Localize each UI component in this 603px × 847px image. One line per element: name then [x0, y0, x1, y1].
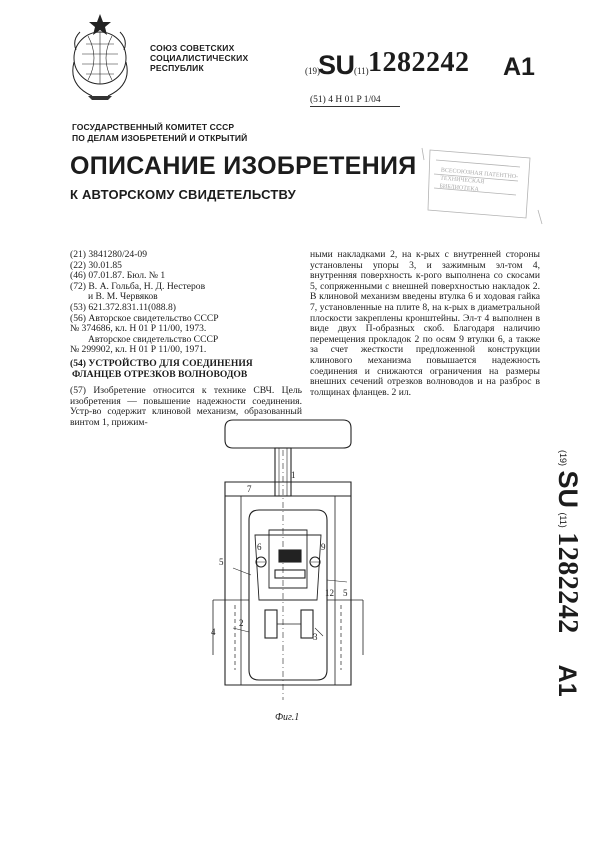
biblio-row: и В. М. Червяков [88, 291, 158, 303]
label-2: 2 [239, 618, 244, 628]
label-12: 12 [325, 588, 334, 598]
label-3: 3 [313, 632, 318, 642]
biblio-row: (56) Авторское свидетельство СССР [70, 312, 219, 324]
kind-code: A1 [503, 53, 535, 81]
figure-caption: Фиг.1 [275, 712, 300, 723]
label-1: 1 [291, 470, 296, 480]
biblio-row: № 299902, кл. Н 01 Р 11/00, 1971. [70, 344, 207, 356]
code-11: (11) [354, 66, 369, 76]
committee-line: ГОСУДАРСТВЕННЫЙ КОМИТЕТ СССР [72, 122, 235, 132]
union-line: РЕСПУБЛИК [150, 63, 204, 73]
vertical-patent-number [551, 450, 583, 697]
ussr-emblem-icon [58, 10, 142, 102]
code-19: (19) [305, 66, 320, 76]
v-code-11: (11) [558, 512, 569, 528]
title-line: (54) УСТРОЙСТВО ДЛЯ СОЕДИНЕНИЯ [70, 357, 253, 369]
label-9: 9 [321, 542, 326, 552]
biblio-row: (22) 30.01.85 [70, 259, 122, 271]
committee-line: ПО ДЕЛАМ ИЗОБРЕТЕНИЙ И ОТКРЫТИЙ [72, 133, 248, 143]
biblio-row: Авторское свидетельство СССР [88, 333, 219, 345]
patent-number: 1282242 [368, 47, 470, 78]
label-7: 7 [247, 484, 252, 494]
title-line: ФЛАНЦЕВ ОТРЕЗКОВ ВОЛНОВОДОВ [72, 368, 248, 380]
biblio-row: (46) 07.01.87. Бюл. № 1 [70, 270, 166, 282]
ipc-underline [310, 106, 400, 107]
v-country-code: SU [553, 470, 583, 508]
inner-body [249, 510, 327, 680]
knob-shape [225, 420, 351, 448]
committee [72, 122, 247, 144]
biblio-row: (21) 3841280/24-09 [70, 249, 148, 260]
label-6: 6 [257, 542, 262, 552]
v-code-19: (19) [558, 450, 569, 467]
document-title: ОПИСАНИЕ ИЗОБРЕТЕНИЯ [70, 152, 417, 180]
ipc-class: (51) 4 H 01 P 1/04 [310, 95, 381, 105]
outer-frame [225, 482, 351, 685]
label-4: 4 [211, 627, 216, 637]
library-stamp [410, 140, 550, 230]
document-subtitle: К АВТОРСКОМУ СВИДЕТЕЛЬСТВУ [70, 187, 296, 202]
label-5-right: 5 [343, 588, 348, 598]
biblio-row: № 374686, кл. Н 01 Р 11/00, 1973. [70, 323, 207, 335]
device-drawing [205, 410, 380, 710]
union-name [150, 43, 248, 73]
biblio-row: (72) В. А. Гольба, Н. Д. Нестеров [70, 280, 206, 292]
invention-title [70, 359, 302, 380]
stamp-text: ВСЕСОЮЗНАЯ ПАТЕНТНО-ТЕХНИЧЕСКАЯ БИБЛИОТЕКА [439, 167, 519, 193]
abstract-right: ными накладками 2, на к-рых с внутренней стороны установлены упоры 3, и зажимным эл-том 4, внутренняя поверхность к-рого выполнена со скосами 5, сопряженными с внешней поверхностью накладок 2. В клиновой механизм введены втулка 6 и ходовая гайка 7, установленные на плите 8, на к-рых в диаметральной плоскости закреплены кронштейны. Эл-т 4 выполнен в виде двух П-образных скоб. Благодаря наличию перемещения прокладок 2 по осям 9 втулки 6, а также за счет жесткости предложенной конструкции клинового механизма повышается надежность соединения и снижаются ограничения на размеры внешних сечений отрезков волноводов и на разброс в толщинах фланцев. 2 ил. [310, 249, 540, 398]
v-patent-number: 1282242 [552, 532, 583, 634]
union-line: СОЦИАЛИСТИЧЕСКИХ [150, 53, 249, 63]
country-code: SU [318, 50, 355, 80]
left-column [70, 250, 302, 429]
label-5-left: 5 [219, 557, 224, 567]
biblio-row: (53) 621.372.831.11(088.8) [70, 301, 176, 313]
union-line: СОЮЗ СОВЕТСКИХ [150, 43, 235, 53]
v-kind-code: A1 [553, 664, 581, 697]
abstract-left: (57) Изобретение относится к технике СВЧ. Цель изобретения — повышение надежности соединения. Устр-во содержит клиновой механизм, образованный винтом 1, прижим- [70, 385, 302, 428]
